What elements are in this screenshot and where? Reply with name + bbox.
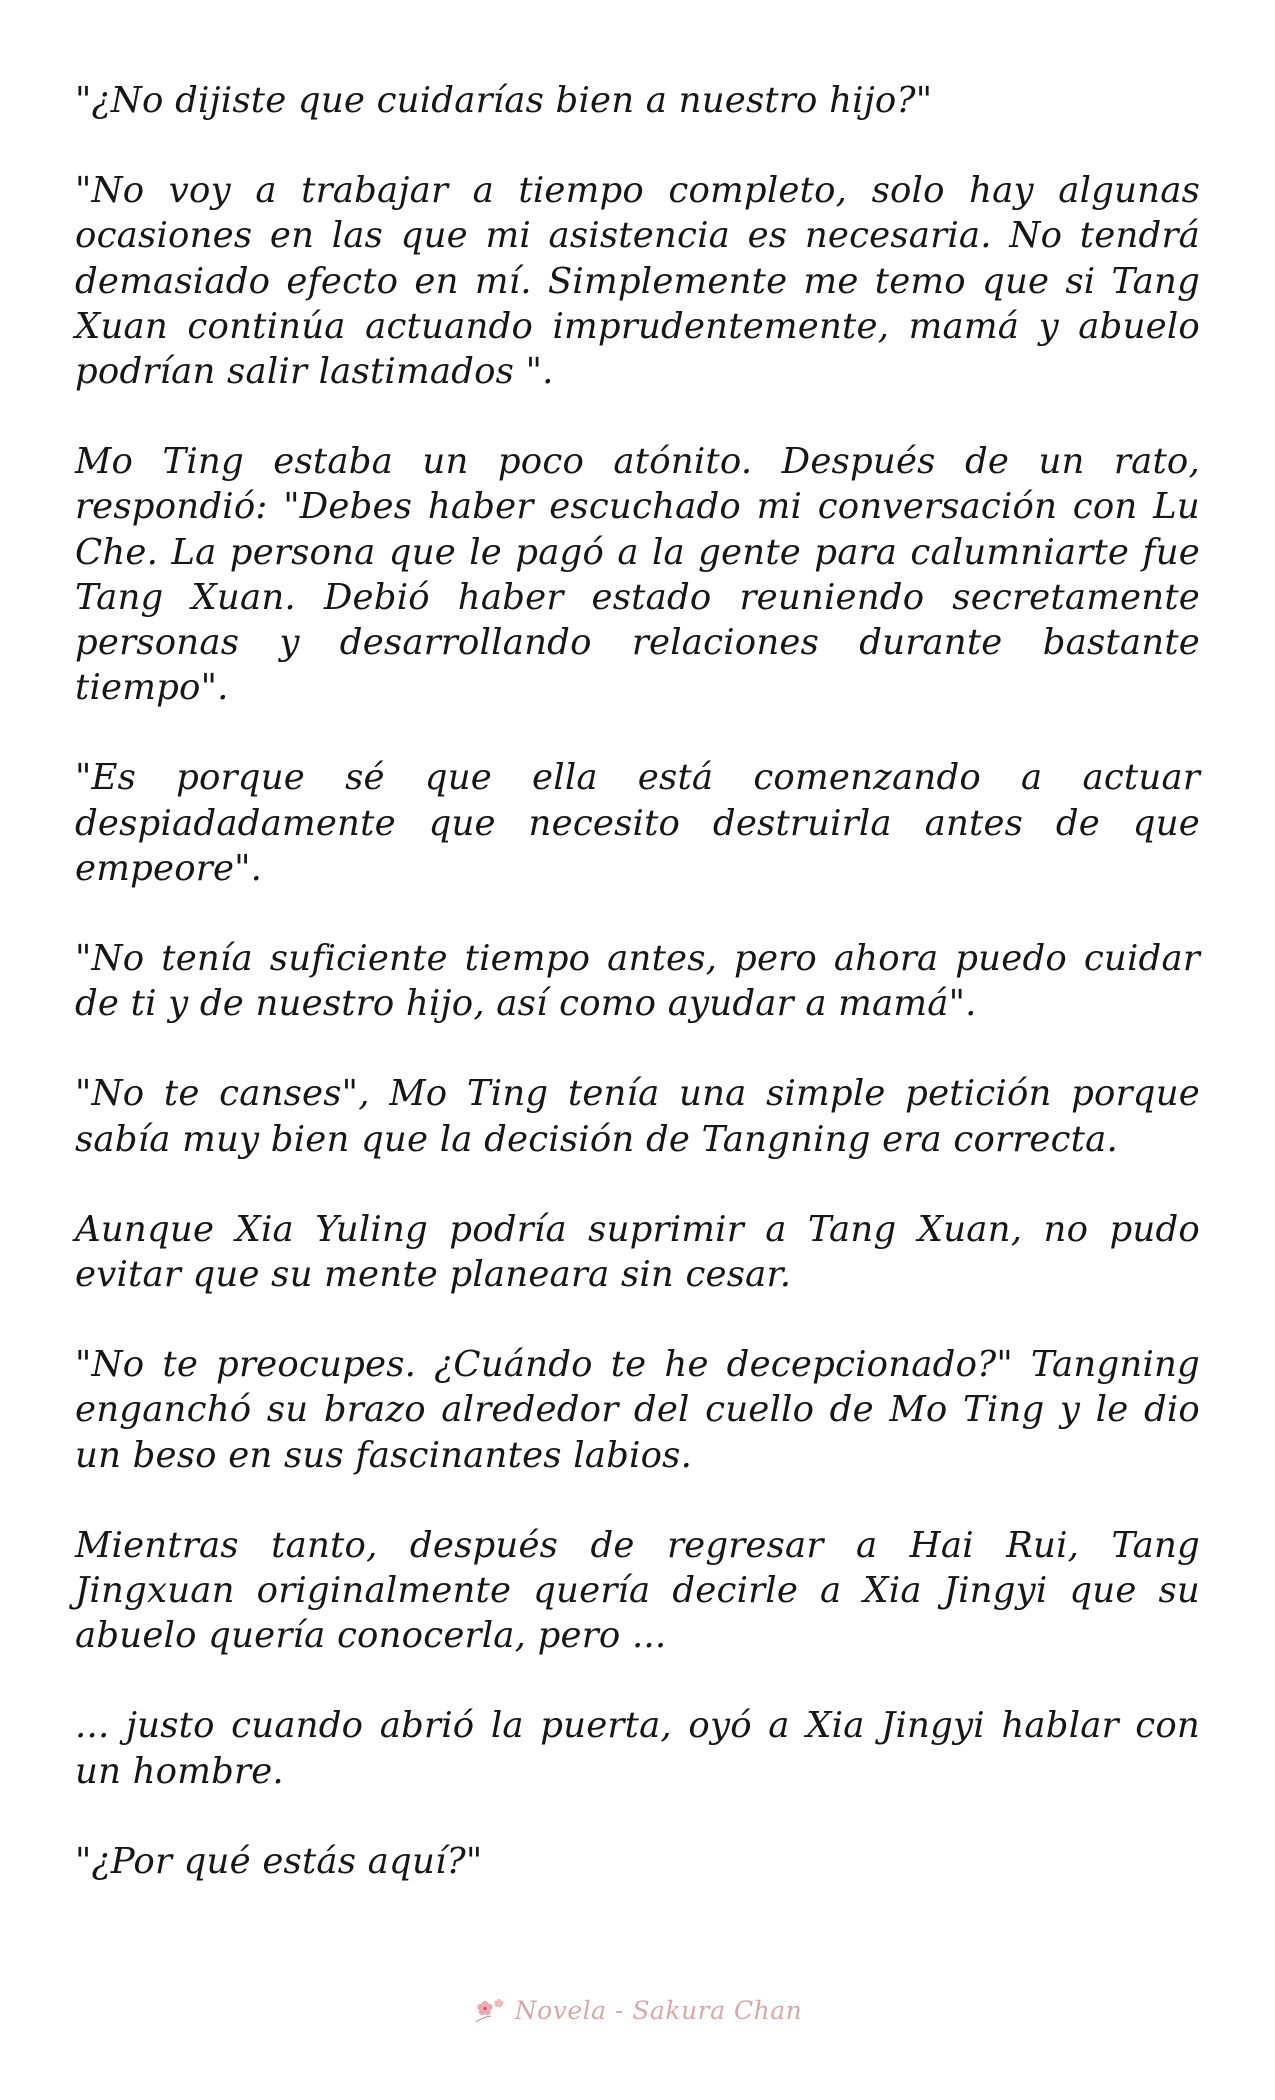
paragraph-1: "¿No dijiste que cuidarías bien a nuestro hijo?" — [75, 80, 933, 121]
paragraph-5: "No tenía suficiente tiempo antes, pero ahora puedo cuidar de ti y de nuestro hijo, así como ayudar a mamá". — [75, 938, 1200, 1025]
paragraph-7: Aunque Xia Yuling podría suprimir a Tang Xuan, no pudo evitar que su mente planeara sin cesar. — [75, 1208, 1200, 1296]
paragraph-9: Mientras tanto, después de regresar a Hai Rui, Tang Jingxuan originalmente quería decirle a Xia Jingyi que su abuelo quería conocerla, pero ... — [75, 1524, 1200, 1657]
paragraph-10: ... justo cuando abrió la puerta, oyó a Xia Jingyi hablar con un hombre. — [75, 1705, 1200, 1792]
chapter-text — [75, 78, 1200, 1929]
paragraph-8: "No te preocupes. ¿Cuándo te he decepcionado?" Tangning enganchó su brazo alrededor del cuello de Mo Ting y le dio un beso en sus fascinantes labios. — [75, 1344, 1200, 1476]
paragraph-6: "No te canses", Mo Ting tenía una simple petición porque sabía muy bien que la decisión de Tangning era correcta. — [75, 1073, 1200, 1160]
credit-text: Novela - Sakura Chan — [514, 1995, 803, 2025]
paragraph-3: Mo Ting estaba un poco atónito. Después de un rato, respondió: "Debes haber escuchado mi conversación con Lu Che. La persona que le pagó a la gente para calumniarte fue Tang Xuan. Debió haber estado reuniendo secretamente personas y desarrollando relaciones durante bastante tiempo". — [75, 441, 1200, 709]
paragraph-11: "¿Por qué estás aquí?" — [75, 1840, 483, 1882]
sakura-flower-icon — [473, 1995, 507, 2025]
watermark-footer — [0, 1990, 1275, 2030]
paragraph-4: "Es porque sé que ella está comenzando a actuar despiadadamente que necesito destruirla antes de que empeore". — [75, 757, 1200, 889]
paragraph-2: "No voy a trabajar a tiempo completo, solo hay algunas ocasiones en las que mi asistencia es necesaria. No tendrá demasiado efecto en mí. Simplemente me temo que si Tang Xuan continúa actuando imprudentemente, mamá y abuelo podrían salir lastimados ". — [75, 170, 1200, 393]
